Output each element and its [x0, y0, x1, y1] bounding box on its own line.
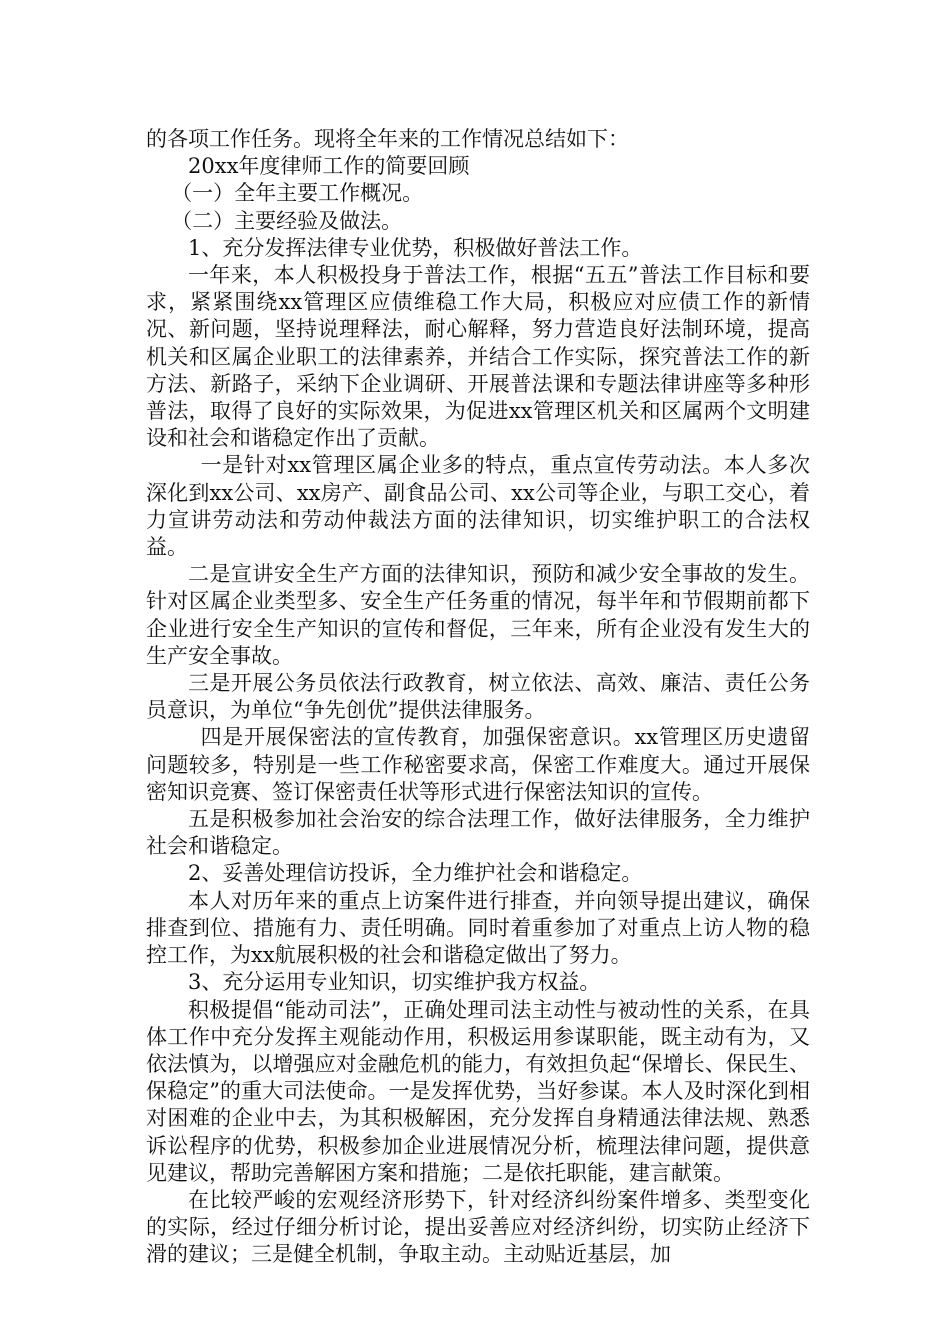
paragraph-legal-education-summary: 一年来，本人积极投身于普法工作，根据“五五”普法工作目标和要求，紧紧围绕xx管理区应债维稳工作大局，积极应对应债工作的新情况、新问题，坚持说理释法，耐心解释，努力营造良好法制环境，提高机关和区属企业职工的法律素养，并结合工作实际，探究普法工作的新方法、新路子，采纳下企业调研、开展普法课和专题法律讲座等多种形普法，取得了良好的实际效果，为促进xx管理区机关和区属两个文明建设和社会和谐稳定作出了贡献。 [146, 263, 810, 451]
paragraph-safety-production: 二是宣讲安全生产方面的法律知识，预防和减少安全事故的发生。针对区属企业类型多、安全生产任务重的情况，每半年和节假期前都下企业进行安全生产知识的宣传和督促，三年来，所有企业没有发生大的生产安全事故。 [146, 562, 810, 668]
paragraph-active-justice: 积极提倡“能动司法”，正确处理司法主动性与被动性的关系，在具体工作中充分发挥主观能动作用，积极运用参谋职能，既主动有为，又依法慎为，以增强应对金融危机的能力，有效担负起“保增长、保民生、保稳定”的重大司法使命。一是发挥优势，当好参谋。本人及时深化到相对困难的企业中去，为其积极解困，充分发挥自身精通法律法规、熟悉诉讼程序的优势，积极参加企业进展情况分析，梳理法律问题，提供意见建议，帮助完善解困方案和措施；二是依托职能，建言献策。 [146, 997, 810, 1185]
paragraph-public-security: 五是积极参加社会治安的综合法理工作，做好法律服务，全力维护社会和谐稳定。 [146, 807, 810, 859]
paragraph-intro-continuation: 的各项工作任务。现将全年来的工作情况总结如下： [146, 127, 629, 151]
subsection-heading-overview: （一）全年主要工作概况。 [171, 181, 424, 206]
subsection-heading-experience: （二）主要经验及做法。 [171, 208, 403, 233]
paragraph-petitions: 本人对历年来的重点上访案件进行排查，并向领导提出建议，确保排查到位、措施有力、责任明确。同时着重参加了对重点上访人物的稳控工作，为xx航展积极的社会和谐稳定做出了努力。 [146, 888, 810, 968]
item-heading-professional-knowledge: 3、充分运用专业知识，切实维护我方权益。 [188, 970, 601, 995]
paragraph-civil-servant-education: 三是开展公务员依法行政教育，树立依法、高效、廉洁、责任公务员意识，为单位“争先创优”提供法律服务。 [146, 671, 810, 723]
item-heading-petitions: 2、妥善处理信访投诉，全力维护社会和谐稳定。 [188, 861, 643, 886]
item-heading-legal-education: 1、充分发挥法律专业优势，积极做好普法工作。 [188, 235, 643, 260]
paragraph-economic-situation: 在比较严峻的宏观经济形势下，针对经济纠纷案件增多、类型变化的实际，经过仔细分析讨论，提出妥善应对经济纠纷，切实防止经济下滑的建议；三是健全机制，争取主动。主动贴近基层，加 [146, 1187, 810, 1267]
document-body [146, 126, 810, 1269]
section-title-annual-review: 20xx年度律师工作的简要回顾 [188, 154, 470, 179]
paragraph-labor-law: 一是针对xx管理区属企业多的特点，重点宣传劳动法。本人多次深化到xx公司、xx房产、副食品公司、xx公司等企业，与职工交心，着力宣讲劳动法和劳动仲裁法方面的法律知识，切实维护职工的合法权益。 [146, 453, 810, 560]
paragraph-secrecy-law: 四是开展保密法的宣传教育，加强保密意识。xx管理区历史遗留问题较多，特别是一些工作秘密要求高，保密工作难度大。通过开展保密知识竞赛、签订保密责任状等形式进行保密法知识的宣传。 [146, 725, 810, 804]
